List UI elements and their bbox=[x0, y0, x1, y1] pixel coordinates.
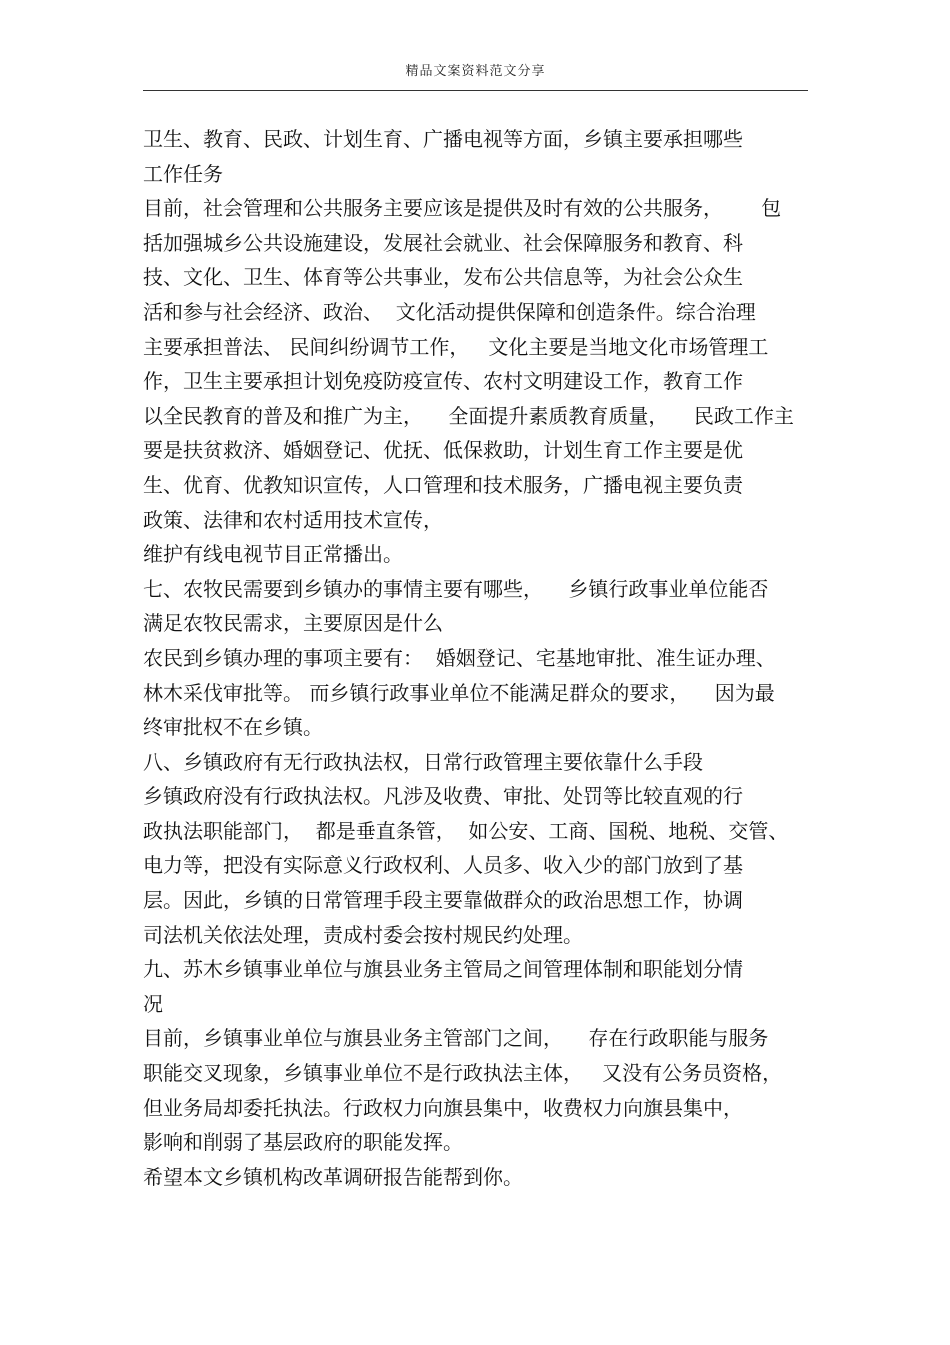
text-line: 维护有线电视节目正常播出。 bbox=[143, 542, 403, 567]
text-line: 技、文化、卫生、体育等公共事业，发布公共信息等，为社会公众生 bbox=[143, 265, 743, 290]
text-line: 主要承担普法、 民间纠纷调节工作， 文化主要是当地文化市场管理工 bbox=[143, 334, 769, 359]
text-line: 政执法职能部门， 都是垂直条管， 如公安、工商、国税、地税、交管、 bbox=[143, 818, 789, 843]
text-line: 卫生、教育、民政、计划生育、广播电视等方面，乡镇主要承担哪些 bbox=[143, 127, 743, 151]
text-line: 乡镇政府没有行政执法权。凡涉及收费、审批、处罚等比较直观的行 bbox=[143, 784, 743, 809]
text-line: 目前，乡镇事业单位与旗县业务主管部门之间， 存在行政职能与服务 bbox=[143, 1026, 769, 1051]
text-line: 但业务局却委托执法。行政权力向旗县集中，收费权力向旗县集中， bbox=[143, 1095, 743, 1120]
text-line: 影响和削弱了基层政府的职能发挥。 bbox=[143, 1130, 463, 1155]
text-line: 电力等，把没有实际意义行政权利、人员多、收入少的部门放到了基 bbox=[143, 853, 743, 878]
text-line: 作，卫生主要承担计划免疫防疫宣传、农村文明建设工作，教育工作 bbox=[143, 369, 743, 394]
text-line: 终审批权不在乡镇。 bbox=[143, 715, 323, 740]
text-line: 活和参与社会经济、政治、 文化活动提供保障和创造条件。综合治理 bbox=[143, 299, 756, 324]
header-divider bbox=[143, 90, 808, 91]
text-line: 以全民教育的普及和推广为主， 全面提升素质教育质量， 民政工作主 bbox=[143, 403, 794, 428]
text-line: 政策、法律和农村适用技术宣传， bbox=[143, 507, 443, 532]
text-line: 林木采伐审批等。 而乡镇行政事业单位不能满足群众的要求， 因为最 bbox=[143, 680, 775, 705]
document-body bbox=[143, 122, 808, 1194]
closing-line: 希望本文乡镇机构改革调研报告能帮到你。 bbox=[143, 1164, 523, 1189]
text-line: 括加强城乡公共设施建设，发展社会就业、社会保障服务和教育、科 bbox=[143, 230, 743, 255]
text-line: 农民到乡镇办理的事项主要有： 婚姻登记、宅基地审批、准生证办理、 bbox=[143, 645, 776, 670]
text-line: 目前，社会管理和公共服务主要应该是提供及时有效的公共服务， 包 bbox=[143, 196, 782, 221]
page-header: 精品文案资料范文分享 bbox=[405, 64, 546, 79]
section-heading: 九、苏木乡镇事业单位与旗县业务主管局之间管理体制和职能划分情 bbox=[143, 957, 743, 982]
section-heading: 八、乡镇政府有无行政执法权，日常行政管理主要依靠什么手段 bbox=[143, 749, 703, 774]
section-heading: 况 bbox=[143, 991, 163, 1016]
text-line: 职能交叉现象，乡镇事业单位不是行政执法主体， 又没有公务员资格， bbox=[143, 1061, 783, 1086]
section-heading: 七、农牧民需要到乡镇办的事情主要有哪些， 乡镇行政事业单位能否 bbox=[143, 576, 769, 601]
text-line: 工作任务 bbox=[143, 161, 223, 186]
text-line: 生、优育、优教知识宣传，人口管理和技术服务，广播电视主要负责 bbox=[143, 472, 743, 497]
text-line: 层。因此，乡镇的日常管理手段主要靠做群众的政治思想工作，协调 bbox=[143, 888, 743, 913]
text-line: 司法机关依法处理，责成村委会按村规民约处理。 bbox=[143, 922, 583, 947]
section-heading: 满足农牧民需求，主要原因是什么 bbox=[143, 611, 443, 636]
text-line: 要是扶贫救济、婚姻登记、优抚、低保救助，计划生育工作主要是优 bbox=[143, 438, 743, 463]
